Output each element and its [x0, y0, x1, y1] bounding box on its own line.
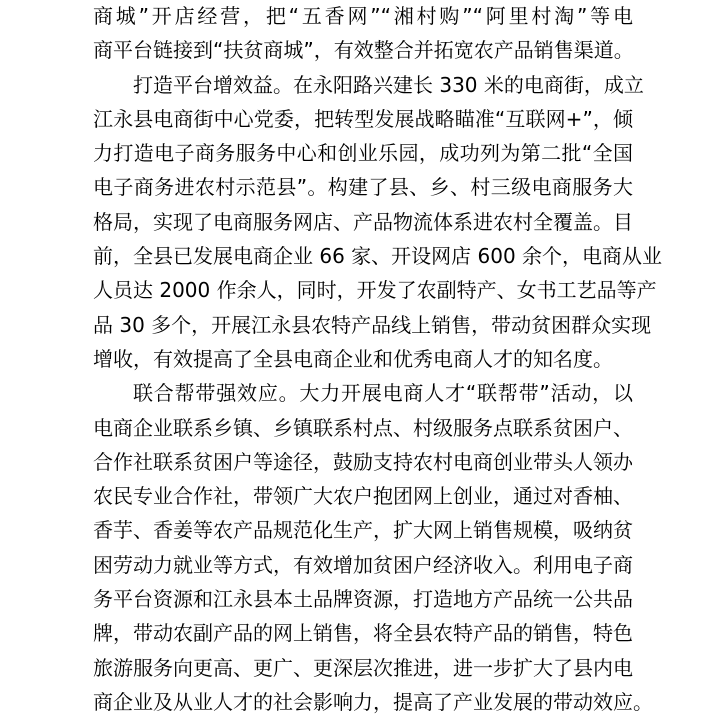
- text-line: 商平台链接到“扶贫商城”，有效整合并拓宽农产品销售渠道。: [93, 38, 634, 63]
- text-line: 困劳动力就业等方式，有效增加贫困户经济收入。利用电子商: [93, 552, 633, 577]
- text-line: 合作社联系贫困户等途径，鼓励支持农村电商创业带头人领办: [93, 449, 633, 474]
- paragraph-heading-line: 打造平台增效益。在永阳路兴建长 330 米的电商街，成立: [133, 72, 644, 97]
- text-line: 电子商务进农村示范县”。构建了县、乡、村三级电商服务大: [93, 175, 633, 200]
- text-line: 人员达 2000 作余人，同时，开发了农副特产、女书工艺品等产: [93, 278, 657, 303]
- text-line: 商城”开店经营，把“五香网”“湘村购”“阿里村淘”等电: [93, 4, 633, 28]
- text-line: 江永县电商街中心党委，把转型发展战略瞄准“互联网+”，倾: [93, 106, 633, 131]
- text-line: 力打造电子商务服务中心和创业乐园，成功列为第二批“全国: [93, 141, 633, 166]
- paragraph-heading-line: 联合帮带强效应。大力开展电商人才“联帮带”活动，以: [133, 381, 633, 406]
- text-line: 品 30 多个，开展江永县农特产品线上销售，带动贫困群众实现: [93, 312, 652, 337]
- text-line: 商企业及从业人才的社会影响力，提高了产业发展的带动效应。: [93, 689, 653, 714]
- text-line: 香芋、香姜等农产品规范化生产，扩大网上销售规模，吸纳贫: [93, 518, 633, 543]
- text-line: 务平台资源和江永县本土品牌资源，打造地方产品统一公共品: [93, 587, 633, 612]
- text-line: 电商企业联系乡镇、乡镇联系村点、村级服务点联系贫困户、: [93, 415, 633, 440]
- text-line: 牌，带动农副产品的网上销售，将全县农特产品的销售，特色: [93, 621, 633, 646]
- text-line: 前，全县已发展电商企业 66 家、开设网店 600 余个，电商从业: [93, 244, 663, 269]
- text-line: 旅游服务向更高、更广、更深层次推进，进一步扩大了县内电: [93, 655, 633, 680]
- text-line: 农民专业合作社，带领广大农户抱团网上创业，通过对香柚、: [93, 484, 633, 509]
- text-line: 增收，有效提高了全县电商企业和优秀电商人才的知名度。: [93, 346, 613, 371]
- document-body: [93, 0, 663, 719]
- text-line: 格局，实现了电商服务网店、产品物流体系进农村全覆盖。目: [93, 209, 633, 234]
